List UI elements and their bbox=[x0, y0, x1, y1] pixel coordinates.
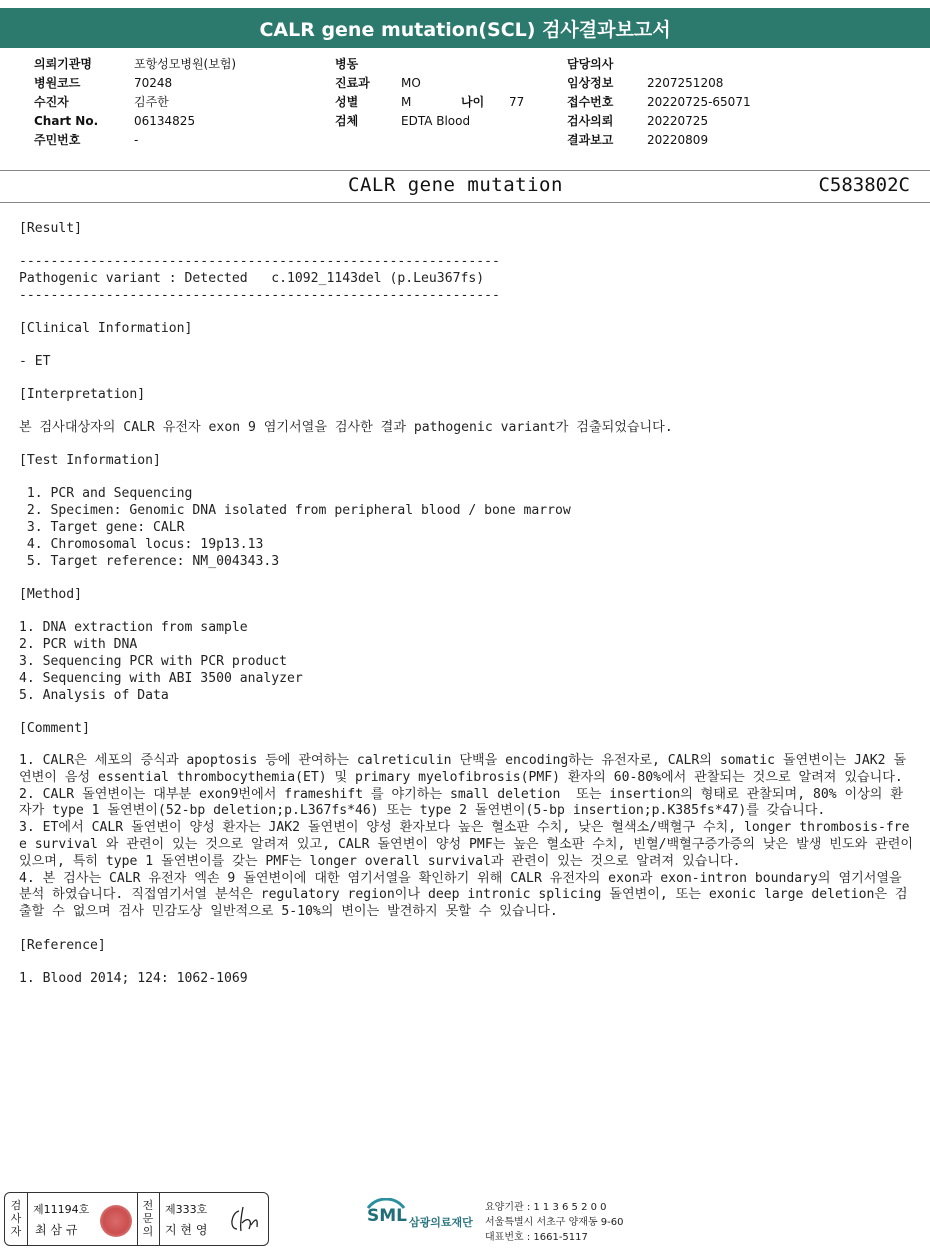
reference-item: 1. Blood 2014; 124: 1062-1069 bbox=[19, 970, 248, 986]
comment-item: 2. CALR 돌연변이는 대부분 exon9번에서 frameshift 를 야기하는 small deletion 또는 insertion의 형태로 관찰되며, 80% 이상의 환자가 type 1 돌연변이(52-bp deletion;p.L367fs*46) 또는 type 2 돌연변이(5-bp insertion;p.K385fs*47)를 갖습니다. bbox=[19, 786, 903, 819]
report-body bbox=[19, 220, 921, 987]
result-line: Pathogenic variant : Detected c.1092_1143del (p.Leu367fs) bbox=[19, 271, 485, 286]
comment-heading: [Comment] bbox=[19, 721, 90, 736]
contact-info bbox=[485, 1200, 624, 1245]
info-row-clinical-info: 임상정보 2207251208 bbox=[567, 76, 724, 90]
patient-info-col3 bbox=[567, 55, 751, 150]
test-info-item: 2. Specimen: Genomic DNA isolated from peripheral blood / bone marrow bbox=[19, 503, 571, 518]
signer-name: 최 삼 규 bbox=[35, 1223, 78, 1237]
info-row-patient: 수진자 김주한 bbox=[34, 95, 169, 109]
divider-bottom: ------------------------------------------------------------- bbox=[19, 288, 500, 303]
info-row-department: 진료과 MO bbox=[335, 76, 421, 90]
contact-institution-no: 요양기관 : 1 1 3 6 5 2 0 0 bbox=[485, 1202, 607, 1213]
interpretation-text: 본 검사대상자의 CALR 유전자 exon 9 염기서열을 검사한 결과 pathogenic variant가 검출되었습니다. bbox=[19, 420, 673, 435]
info-row-receipt-no: 접수번호 20220725-65071 bbox=[567, 95, 751, 109]
test-info-item: 3. Target gene: CALR bbox=[19, 520, 185, 535]
info-row-hospital-code: 병원코드 70248 bbox=[34, 76, 173, 90]
specialist-role-label: 전문의 bbox=[142, 1199, 154, 1238]
signer-role-label: 검사자 bbox=[10, 1199, 22, 1238]
signature-mark bbox=[227, 1203, 261, 1235]
test-info-item: 1. PCR and Sequencing bbox=[19, 486, 193, 501]
contact-phone: 대표번호 : 1661-5117 bbox=[485, 1232, 588, 1243]
info-row-chart-no: Chart No. 06134825 bbox=[34, 114, 196, 128]
test-code: C583802C bbox=[818, 174, 910, 196]
signature-box bbox=[4, 1192, 269, 1246]
interpretation-heading: [Interpretation] bbox=[19, 387, 146, 402]
test-name: CALR gene mutation bbox=[348, 174, 563, 196]
report-title-bar bbox=[0, 8, 930, 48]
divider-top: ------------------------------------------------------------- bbox=[19, 254, 500, 269]
comment-item: 1. CALR은 세포의 증식과 apoptosis 등에 관여하는 calreticulin 단백을 encoding하는 유전자로, CALR의 somatic 돌연변이는 JAK2 돌연변이 음성 essential thrombocythemia(ET) 및 primary myelofibrosis(PMF) 환자의 60-80%에서 관찰되는 것으로 알려져 있습니다. bbox=[19, 753, 907, 785]
method-item: 2. PCR with DNA bbox=[19, 637, 138, 652]
method-item: 4. Sequencing with ABI 3500 analyzer bbox=[19, 671, 303, 686]
contact-address: 서울특별시 서초구 양재동 9-60 bbox=[485, 1217, 624, 1228]
seal-stamp bbox=[100, 1205, 132, 1237]
comment-item: 4. 본 검사는 CALR 유전자 엑손 9 돌연변이에 대한 염기서열을 확인하기 위해 CALR 유전자의 exon과 exon-intron boundary의 염기서열을 분석 하였습니다. 직접염기서열 분석은 regulatory region이나 deep intronic splicing 돌연변이, 또는 exonic large deletion은 검출할 수 없으며 검사 민감도상 일반적으로 5-10%의 변이는 발견하지 못할 수 있습니다. bbox=[19, 870, 910, 920]
specialist-name: 지 현 영 bbox=[165, 1223, 208, 1237]
clinical-heading: [Clinical Information] bbox=[19, 321, 193, 336]
specialist-license-no: 제333호 bbox=[165, 1203, 208, 1216]
info-row-ward: 병동 bbox=[335, 57, 359, 71]
method-item: 1. DNA extraction from sample bbox=[19, 620, 248, 635]
report-title: CALR gene mutation(SCL) 검사결과보고서 bbox=[259, 18, 671, 41]
patient-info-col2 bbox=[335, 55, 524, 131]
sml-logo-text: SML bbox=[367, 1206, 407, 1226]
info-row-institution: 의뢰기관명 포항성모병원(보험) bbox=[34, 57, 237, 71]
method-item: 3. Sequencing PCR with PCR product bbox=[19, 654, 288, 669]
info-row-report-date: 결과보고 20220809 bbox=[567, 133, 709, 147]
comment-item: 3. ET에서 CALR 돌연변이 양성 환자는 JAK2 돌연변이 양성 환자보다 높은 혈소판 수치, 낮은 혈색소/백혈구 수치, longer thrombosis-free survival 와 관련이 있는 것으로 알려져 있고, CALR 돌연변이 양성 PMF는 높은 혈소판 수치, 빈혈/백혈구증가증의 낮은 발생 빈도와 관련이 있으며, 특히 type 1 돌연변이를 갖는 PMF는 longer overall survival과 관련이 있는 것으로 알려져 있습니다. bbox=[19, 820, 921, 869]
test-info-item: 5. Target reference: NM_004343.3 bbox=[19, 554, 280, 569]
test-info-item: 4. Chromosomal locus: 19p13.13 bbox=[19, 537, 264, 552]
result-heading: [Result] bbox=[19, 221, 83, 236]
test-info-heading: [Test Information] bbox=[19, 453, 161, 468]
signer-license-no: 제11194호 bbox=[33, 1203, 90, 1216]
info-row-specimen: 검체 EDTA Blood bbox=[335, 114, 471, 128]
method-item: 5. Analysis of Data bbox=[19, 688, 169, 703]
sml-foundation-name: 삼광의료재단 bbox=[409, 1216, 473, 1229]
clinical-value: - ET bbox=[19, 354, 51, 369]
info-row-resident-no: 주민번호 - bbox=[34, 133, 139, 147]
info-row-physician: 담당의사 bbox=[567, 57, 614, 71]
method-heading: [Method] bbox=[19, 587, 83, 602]
reference-heading: [Reference] bbox=[19, 937, 106, 953]
patient-info-col1 bbox=[34, 55, 236, 150]
info-row-request-date: 검사의뢰 20220725 bbox=[567, 114, 709, 128]
info-row-sex-age: 성별 M 나이 77 bbox=[335, 95, 525, 109]
